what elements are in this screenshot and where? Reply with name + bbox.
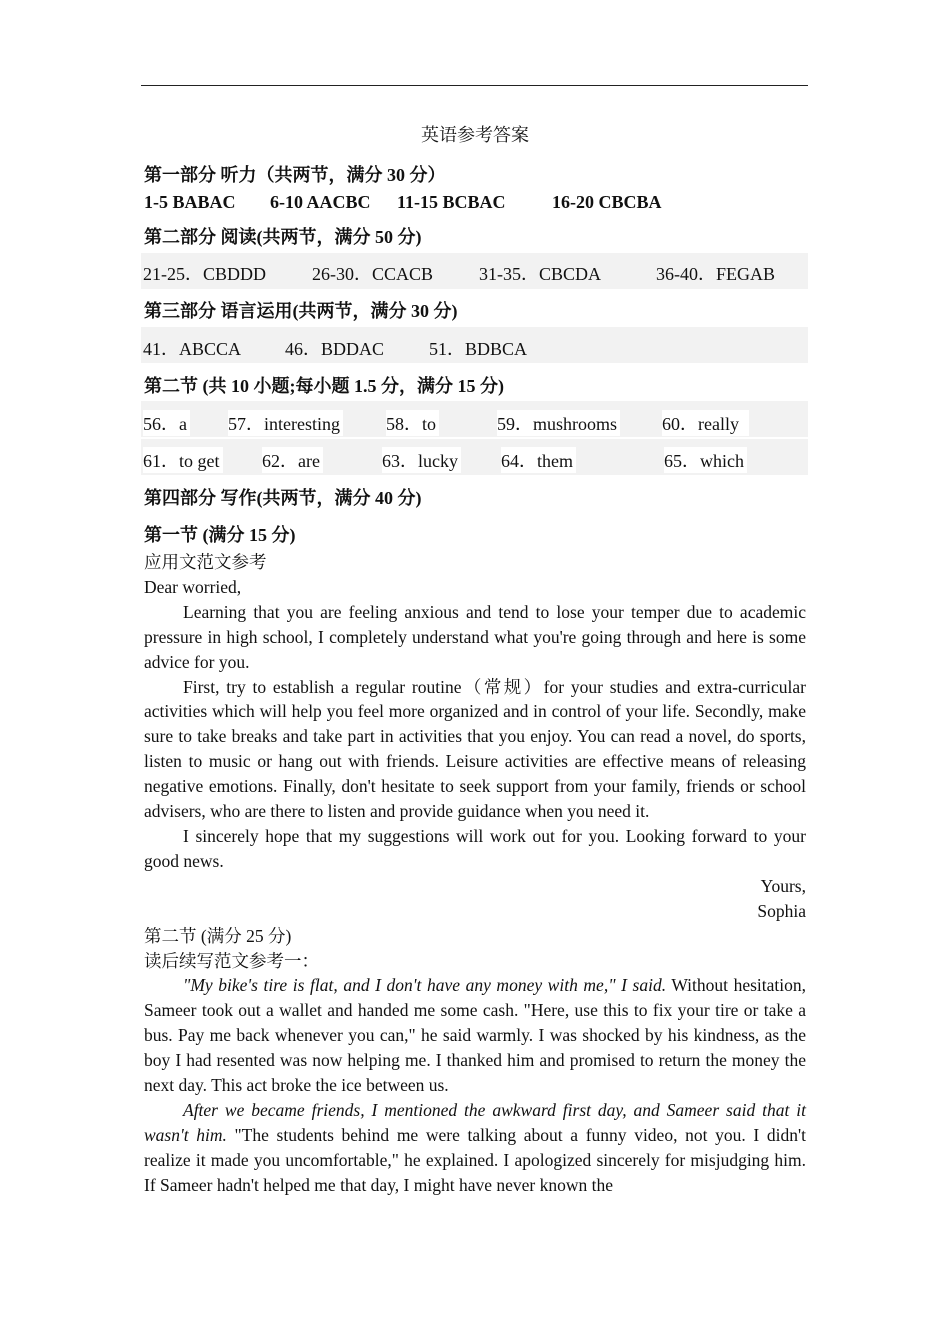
answer-group: 21-25．CBDDD xyxy=(143,264,267,284)
fill-answer: 61．to get xyxy=(143,447,223,473)
top-rule xyxy=(141,85,808,86)
part4-heading: 第四部分 写作(共两节，满分 40 分) xyxy=(144,488,422,508)
part3-heading: 第三部分 语言运用(共两节，满分 30 分) xyxy=(144,301,458,321)
fill-answer: 57．interesting xyxy=(228,410,343,436)
answer-group: 11-15 BCBAC xyxy=(397,192,506,212)
fill-answer: 64．them xyxy=(501,447,576,473)
part2-answer-band xyxy=(141,253,808,289)
writing-body xyxy=(144,550,806,1198)
story-text: "The students behind me were talking about a funny video, not you. I didn't realize it made you uncomfortable," he explained. I apologized sincerely for misjudging him. If Sameer hadn't helped me that day, I might have never known the xyxy=(144,1124,806,1195)
story-paragraph xyxy=(144,1098,806,1198)
story-paragraph xyxy=(144,973,806,1098)
section1-subheading: 应用文范文参考 xyxy=(144,552,267,572)
fill-answer: 65．which xyxy=(664,447,747,473)
story-given-opening: After we became friends, I mentioned the awkward first day, and Sameer said that it wasn't him. xyxy=(144,1099,806,1145)
letter-paragraph: Learning that you are feeling anxious and tend to lose your temper due to academic pressure in high school, I completely understand what you're going through and here is some advice for you. xyxy=(144,601,806,672)
answer-group: 41．ABCCA xyxy=(143,339,242,359)
letter-paragraph: I sincerely hope that my suggestions will work out for you. Looking forward to your good news. xyxy=(144,825,806,871)
section2-subheading: 读后续写范文参考一： xyxy=(144,950,319,971)
section2-heading: 第二节 (满分 25 分) xyxy=(144,925,292,946)
answer-group: 31-35．CBCDA xyxy=(479,264,602,284)
answer-group: 6-10 AACBC xyxy=(270,192,371,212)
fill-answer: 58．to xyxy=(386,410,439,436)
fill-answer: 60．really xyxy=(662,410,749,436)
answer-group: 1-5 BABAC xyxy=(144,192,236,212)
fill-answer: 63．lucky xyxy=(382,447,461,473)
answer-group: 36-40．FEGAB xyxy=(656,264,776,284)
fill-answer: 59．mushrooms xyxy=(497,410,620,436)
part4-section1-heading: 第一节 (满分 15 分) xyxy=(144,525,296,545)
part2-heading: 第二部分 阅读(共两节，满分 50 分) xyxy=(144,227,422,247)
letter-closing: Yours, xyxy=(760,875,806,896)
answer-group: 51．BDBCA xyxy=(429,339,528,359)
fill-answer: 62．are xyxy=(262,447,323,473)
fill-row-1 xyxy=(141,401,808,437)
letter-paragraph: First, try to establish a regular routine（常规）for your studies and extra-curricular activities which will help you feel more organized and in control of your life. Secondly, make sure to take breaks and take part in activities that you enjoy. You can read a novel, do sports, listen to music or hang out with friends. Leisure activities are effective means of releasing negative emotions. Finally, don't hesitate to seek support from your family, friends or school advisers, who are there to listen and provide guidance when you need it. xyxy=(144,676,806,822)
letter-greeting: Dear worried, xyxy=(144,576,242,597)
story-given-opening: "My bike's tire is flat, and I don't have any money with me," I said. xyxy=(183,975,667,996)
part1-heading: 第一部分 听力（共两节，满分 30 分） xyxy=(144,165,446,185)
answer-group: 26-30．CCACB xyxy=(312,264,434,284)
part3-section2-heading: 第二节 (共 10 小题;每小题 1.5 分，满分 15 分) xyxy=(144,376,504,396)
answer-group: 16-20 CBCBA xyxy=(552,192,662,212)
answer-group: 46．BDDAC xyxy=(285,339,385,359)
letter-signature: Sophia xyxy=(757,900,806,921)
story-text: Without hesitation, Sameer took out a wallet and handed me some cash. "Here, use this to fix your tire or take a bus. Pay me back whenever you can," he said warmly. I was shocked by his kindness, as the boy I had resented was now helping me. I thanked him and promised to return the money the next day. This act broke the ice between us. xyxy=(144,975,806,1096)
fill-answer: 56．a xyxy=(143,410,190,436)
part3-answer-band xyxy=(141,327,808,363)
fill-row-2 xyxy=(141,439,808,475)
page-title: 英语参考答案 xyxy=(421,125,529,145)
